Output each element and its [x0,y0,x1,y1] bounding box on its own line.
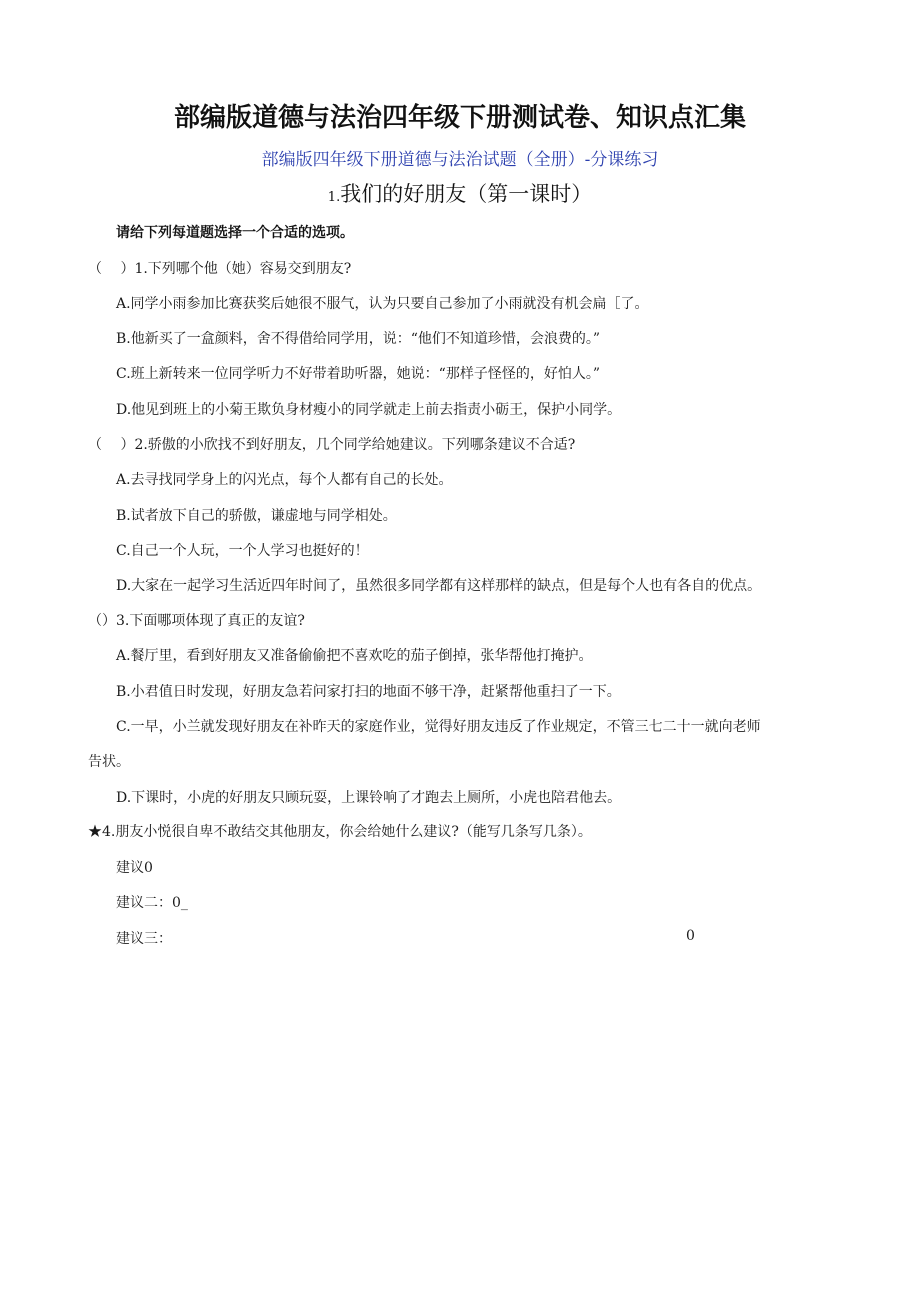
question-3-option-b: B.小君值日时发现，好朋友急若问家打扫的地面不够干净，赶紧帮他重扫了一下。 [116,684,621,700]
question-2-option-b: B.试者放下自己的骄傲，谦虚地与同学相处。 [116,508,397,524]
question-1-option-b: B.他新买了一盒颜料，舍不得借给同学用，说：“他们不知道珍惜，会浪费的。” [116,331,601,347]
main-title: 部编版道德与法治四年级下册测试卷、知识点汇集 [173,103,746,133]
question-1-option-c: C.班上新转来一位同学听力不好带着助听器，她说：“那样子怪怪的，好怕人。” [116,366,600,382]
question-3-option-a: A.餐厅里，看到好朋友又准备偷偷把不喜欢吃的茄子倒掉，张华帮他打掩护。 [116,648,593,664]
question-3-option-c-continued: 告状。 [88,754,130,770]
question-1-stem: （ ）1.下列哪个他（她）容易交到朋友? [88,261,352,277]
suggestion-2: 建议二：0_ [116,895,188,911]
question-3-option-c: C.一早，小兰就发现好朋友在补昨天的家庭作业，觉得好朋友违反了作业规定，不管三七二十一就向老师 [116,719,761,735]
question-4-stem: ★4.朋友小悦很自卑不敢结交其他朋友，你会给她什么建议?（能写几条写几条）。 [88,824,592,840]
suggestion-3: 建议三： [116,931,172,947]
lesson-title-text: 我们的好朋友（第一课时） [340,182,593,206]
question-2-stem: （ ）2.骄傲的小欣找不到好朋友，几个同学给她建议。下列哪条建议不合适? [88,437,576,453]
question-2-option-c: C.自己一个人玩，一个人学习也挺好的！ [116,543,369,559]
question-1-option-a: A.同学小雨参加比赛获奖后她很不服气，认为只要自己参加了小雨就没有机会扁［了。 [116,296,649,312]
question-3-option-d: D.下课时，小虎的好朋友只顾玩耍，上课铃响了才跑去上厕所，小虎也陪君他去。 [116,790,622,806]
instruction-text: 请给下列每道题选择一个合适的选项。 [116,225,354,241]
suggestion-1: 建议0 [116,860,153,876]
sub-title: 部编版四年级下册道德与法治试题（全册）-分课练习 [261,150,659,170]
question-1-option-d: D.他见到班上的小菊王欺负身材瘦小的同学就走上前去指责小砺王，保护小同学。 [116,402,622,418]
question-2-option-d: D.大家在一起学习生活近四年时间了，虽然很多同学都有这样那样的缺点，但是每个人也有各自的优点。 [116,578,762,594]
lesson-number: 1. [327,190,341,205]
suggestion-3-end: 0 [686,928,695,944]
question-3-stem: （）3.下面哪项体现了真正的友谊? [88,613,305,629]
lesson-title [0,178,920,208]
question-2-option-a: A.去寻找同学身上的闪光点，每个人都有自己的长处。 [116,472,453,488]
